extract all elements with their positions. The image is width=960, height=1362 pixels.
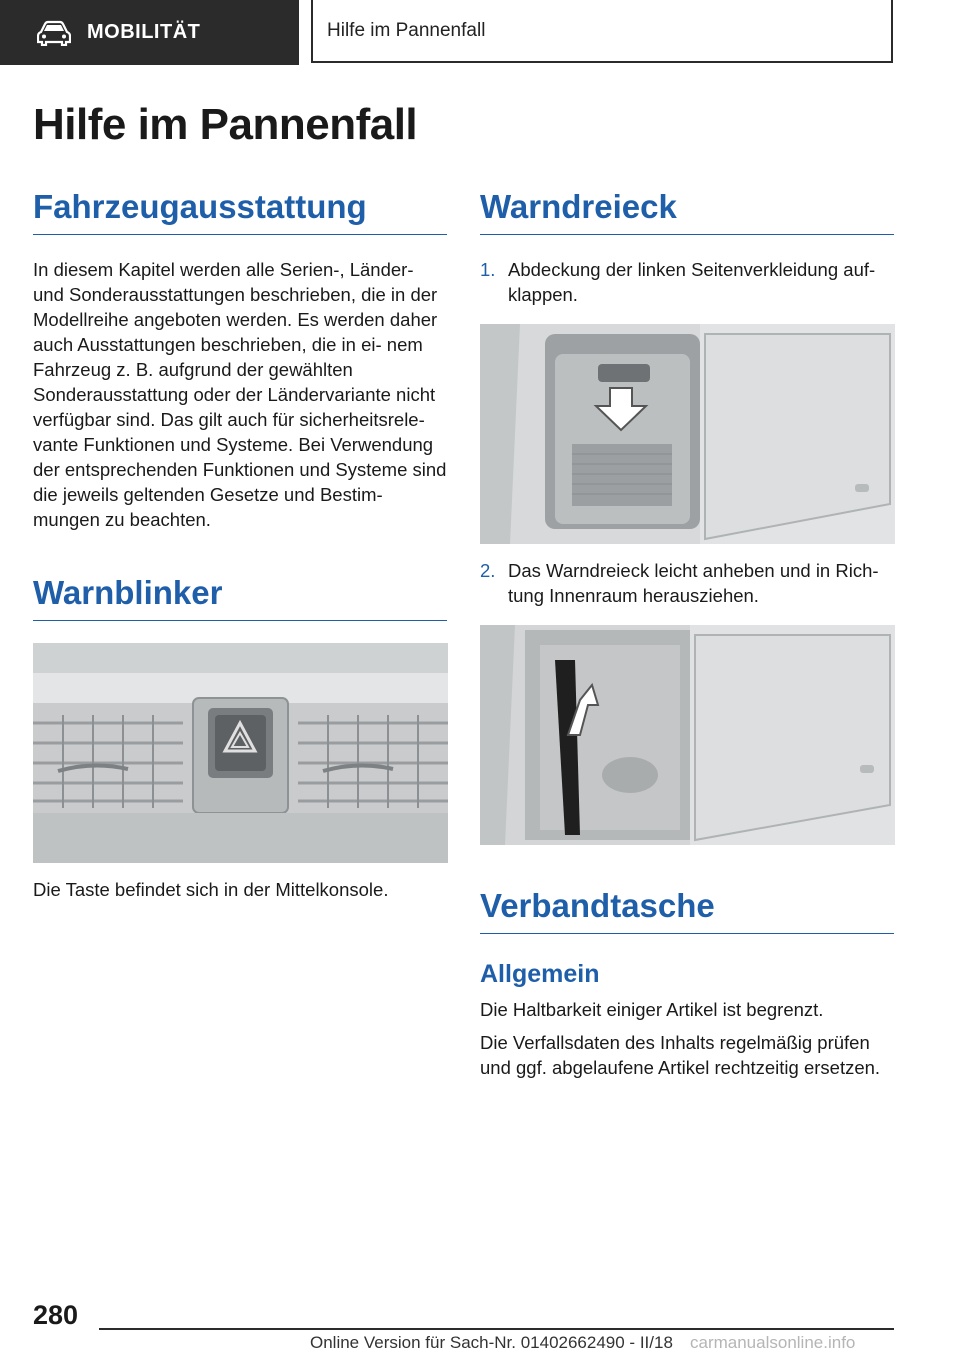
header-chapter-tab [311,0,893,63]
header-chapter-label: Hilfe im Pannenfall [327,19,486,41]
step-2-number: 2. [480,560,496,581]
heading-fahrzeugausstattung: Fahrzeugausstattung [33,188,447,235]
heading-warndreieck: Warndreieck [480,188,894,235]
header-section-tab [0,0,299,65]
footer-divider [99,1328,894,1330]
step-2-text: Das Warndreieck leicht anheben und in Rich- tung Innenraum herausziehen. [508,560,879,606]
page-title: Hilfe im Pannenfall [33,100,418,149]
paragraph-haltbarkeit: Die Haltbarkeit einiger Artikel ist begrenzt. [480,999,824,1020]
left-column [33,188,447,902]
heading-warnblinker: Warnblinker [33,574,447,621]
paragraph-warnblinker: Die Taste befindet sich in der Mittelkonsole. [33,879,389,900]
watermark: carmanualsonline.info [690,1333,856,1352]
step-1-text: Abdeckung der linken Seitenverkleidung auf- klappen. [508,259,876,305]
paragraph-ausstattung: In diesem Kapitel werden alle Serien-, Länder- und Sonderausstattungen beschrieben, die in der Modellreihe angeboten werden. Es werden daher auch Ausstattungen beschrieben, die in ei- nem Fahrzeug z. B. aufgrund der gewählten Sonderausstattung oder der Ländervariante nicht verfügbar sind. Das gilt auch für sicherheitsrele- vante Funktionen und Systeme. Bei Verwendung der entsprechenden Funktionen und Systeme sind die jeweils geltenden Gesetze und Bestim- mungen zu beachten. [33,259,447,530]
footer-online-version: Online Version für Sach-Nr. 01402662490 - II/18 [310,1333,673,1352]
warning-triangle-image [480,625,895,845]
step-1-number: 1. [480,259,496,280]
step-1 [480,257,894,307]
right-column [480,188,894,1080]
page-number: 280 [33,1300,79,1330]
heading-verbandtasche: Verbandtasche [480,887,894,934]
hazard-button-image [33,643,448,863]
paragraph-verfallsdaten: Die Verfallsdaten des Inhalts regelmäßig prüfen und ggf. abgelaufene Artikel rechtzeitig ersetzen. [480,1032,881,1078]
car-icon [37,20,71,46]
side-panel-image [480,324,895,544]
step-2 [480,558,894,608]
header-section-label: MOBILITÄT [87,21,201,43]
heading-allgemein: Allgemein [480,960,600,988]
